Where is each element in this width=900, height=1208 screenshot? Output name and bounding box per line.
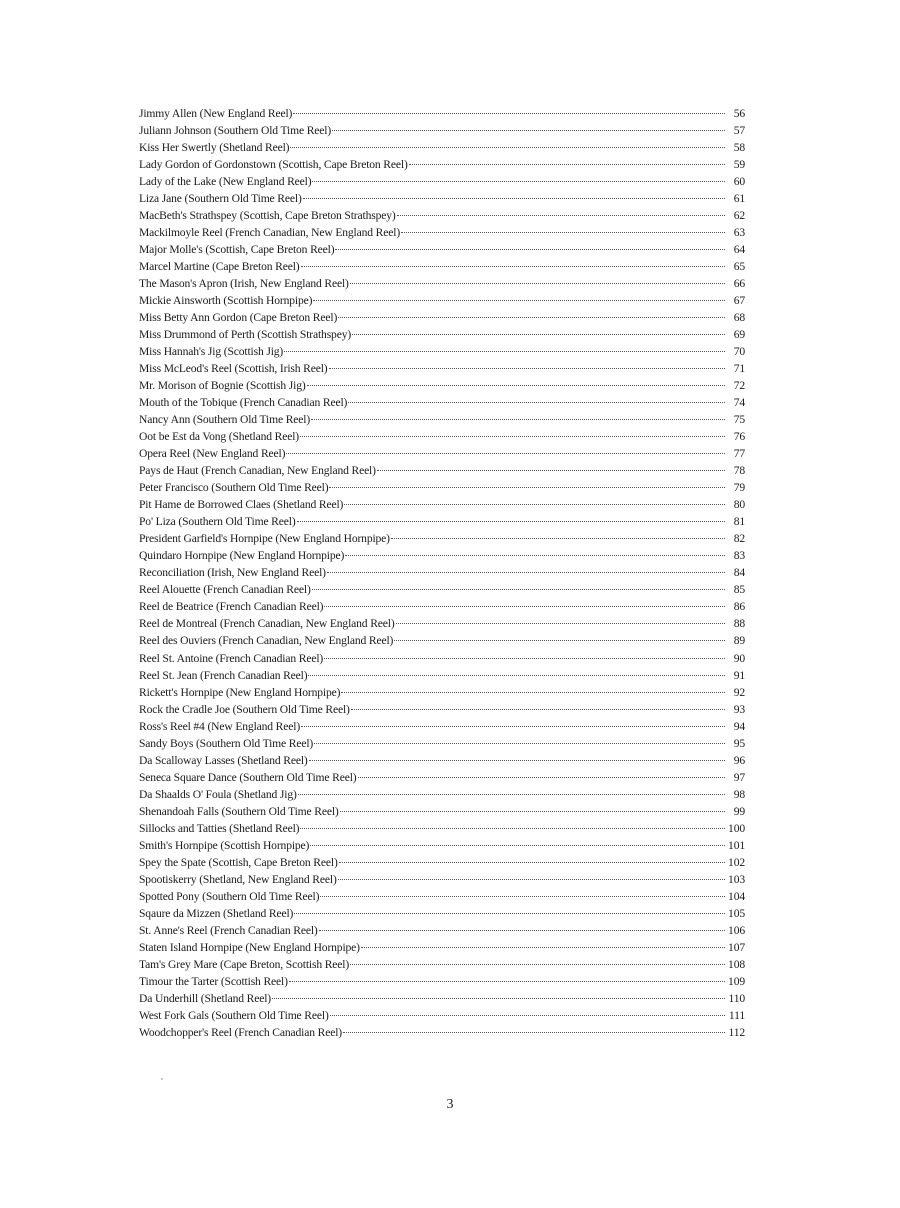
toc-entry-page: 111 — [728, 1008, 745, 1022]
toc-entry-page: 80 — [733, 498, 745, 512]
toc-entry-page: 108 — [728, 957, 745, 971]
toc-entry-title: Reel St. Jean (French Canadian Reel) — [139, 668, 308, 682]
toc-entry-title: Da Underhill (Shetland Reel) — [139, 991, 271, 1005]
dot-leader — [391, 538, 725, 539]
toc-entry-title: Juliann Johnson (Southern Old Time Reel) — [139, 124, 332, 138]
toc-entry-page: 94 — [733, 719, 745, 733]
dot-leader — [298, 794, 725, 795]
dot-leader — [377, 470, 725, 471]
dot-leader — [309, 760, 725, 761]
dot-leader — [301, 726, 725, 727]
toc-entry-page: 67 — [733, 294, 745, 308]
toc-entry — [139, 854, 745, 871]
dot-leader — [350, 283, 725, 284]
toc-entry-title: Opera Reel (New England Reel) — [139, 447, 286, 461]
toc-entry-page: 58 — [733, 141, 745, 155]
dot-leader — [324, 606, 725, 607]
toc-entry-page: 64 — [733, 243, 745, 257]
dot-leader — [311, 419, 725, 420]
toc-entry — [139, 530, 745, 547]
toc-entry-page: 81 — [733, 515, 745, 529]
toc-entry — [139, 581, 745, 598]
toc-entry — [139, 598, 745, 615]
toc-entry-title: Miss McLeod's Reel (Scottish, Irish Reel) — [139, 362, 328, 376]
toc-entry-title: Shenandoah Falls (Southern Old Time Reel) — [139, 804, 339, 818]
toc-entry — [139, 837, 745, 854]
toc-entry-title: Jimmy Allen (New England Reel) — [139, 107, 293, 120]
toc-entry — [139, 377, 745, 394]
toc-entry-page: 59 — [733, 158, 745, 172]
toc-entry-page: 75 — [733, 413, 745, 427]
toc-entry-page: 106 — [728, 923, 745, 937]
toc-entry — [139, 769, 745, 786]
toc-entry-title: St. Anne's Reel (French Canadian Reel) — [139, 923, 318, 937]
toc-entry — [139, 888, 745, 905]
toc-entry — [139, 326, 745, 343]
toc-entry-page: 107 — [728, 940, 745, 954]
toc-entry-page: 103 — [728, 872, 745, 886]
toc-entry-page: 56 — [733, 107, 745, 120]
toc-entry-title: Po' Liza (Southern Old Time Reel) — [139, 515, 296, 529]
toc-entry — [139, 564, 745, 581]
dot-leader — [320, 896, 725, 897]
toc-entry — [139, 701, 745, 718]
toc-entry-page: 82 — [733, 532, 745, 546]
dot-leader — [312, 181, 725, 182]
toc-entry — [139, 292, 745, 309]
toc-entry-page: 66 — [733, 277, 745, 291]
toc-entry-page: 74 — [733, 396, 745, 410]
toc-entry-title: Nancy Ann (Southern Old Time Reel) — [139, 413, 311, 427]
dot-leader — [290, 147, 725, 148]
toc-entry — [139, 411, 745, 428]
dot-leader — [350, 964, 725, 965]
toc-entry — [139, 139, 745, 156]
toc-entry-title: Timour the Tarter (Scottish Reel) — [139, 974, 288, 988]
toc-entry-page: 99 — [733, 804, 745, 818]
toc-entry — [139, 684, 745, 701]
toc-entry-page: 97 — [733, 770, 745, 784]
toc-entry — [139, 190, 745, 207]
toc-entry-page: 102 — [728, 855, 745, 869]
toc-entry-page: 62 — [733, 209, 745, 223]
dot-leader — [308, 675, 725, 676]
dot-leader — [272, 998, 725, 999]
dot-leader — [312, 589, 725, 590]
dot-leader — [303, 198, 725, 199]
page-number: 3 — [446, 1097, 454, 1112]
toc-entry — [139, 513, 745, 530]
dot-leader — [330, 1015, 725, 1016]
toc-entry-title: Pit Hame de Borrowed Claes (Shetland Reel) — [139, 498, 344, 512]
toc-entry-title: Tam's Grey Mare (Cape Breton, Scottish Reel) — [139, 957, 350, 971]
toc-entry-page: 92 — [733, 685, 745, 699]
dot-leader — [348, 402, 725, 403]
toc-entry — [139, 939, 745, 956]
toc-entry-title: Quindaro Hornpipe (New England Hornpipe) — [139, 549, 345, 563]
toc-entry-title: Sillocks and Tatties (Shetland Reel) — [139, 821, 300, 835]
dot-leader — [394, 640, 725, 641]
toc-entry-title: Staten Island Hornpipe (New England Hornpipe) — [139, 940, 360, 954]
toc-entry — [139, 667, 745, 684]
toc-entry-page: 86 — [733, 600, 745, 614]
toc-entry-page: 76 — [733, 430, 745, 444]
toc-entry — [139, 462, 745, 479]
toc-entry — [139, 956, 745, 973]
toc-entry — [139, 718, 745, 735]
toc-entry — [139, 343, 745, 360]
toc-entry-page: 71 — [733, 362, 745, 376]
toc-entry-title: Spey the Spate (Scottish, Cape Breton Reel) — [139, 855, 338, 869]
toc-entry-page: 69 — [733, 328, 745, 342]
dot-leader — [401, 232, 725, 233]
toc-entry-title: The Mason's Apron (Irish, New England Reel) — [139, 277, 349, 291]
dot-leader — [286, 453, 725, 454]
toc-entry-title: Marcel Martine (Cape Breton Reel) — [139, 260, 300, 274]
toc-entry — [139, 258, 745, 275]
dot-leader — [397, 215, 725, 216]
toc-entry-page: 63 — [733, 226, 745, 240]
dot-leader — [294, 913, 725, 914]
scan-speck — [161, 1078, 163, 1080]
dot-leader — [300, 828, 725, 829]
dot-leader — [338, 317, 725, 318]
dot-leader — [361, 947, 725, 948]
dot-leader — [344, 504, 725, 505]
toc-entry — [139, 547, 745, 564]
toc-entry-title: Lady of the Lake (New England Reel) — [139, 175, 312, 189]
toc-entry-title: Da Shaalds O' Foula (Shetland Jig) — [139, 787, 297, 801]
table-of-contents — [139, 105, 745, 1041]
toc-entry-title: Miss Drummond of Perth (Scottish Strathspey) — [139, 328, 352, 342]
toc-entry-title: Kiss Her Swertly (Shetland Reel) — [139, 141, 290, 155]
toc-entry-title: Spotted Pony (Southern Old Time Reel) — [139, 889, 320, 903]
toc-entry-title: Miss Hannah's Jig (Scottish Jig) — [139, 345, 284, 359]
toc-entry — [139, 275, 745, 292]
toc-entry — [139, 207, 745, 224]
dot-leader — [352, 334, 725, 335]
dot-leader — [338, 879, 725, 880]
toc-entry-page: 83 — [733, 549, 745, 563]
toc-entry-title: Rickett's Hornpipe (New England Hornpipe) — [139, 685, 341, 699]
toc-entry — [139, 650, 745, 667]
dot-leader — [329, 487, 725, 488]
dot-leader — [351, 709, 725, 710]
dot-leader — [324, 658, 725, 659]
toc-entry — [139, 173, 745, 190]
toc-entry-title: Mr. Morison of Bognie (Scottish Jig) — [139, 379, 306, 393]
toc-entry — [139, 803, 745, 820]
toc-entry-title: Miss Betty Ann Gordon (Cape Breton Reel) — [139, 311, 338, 325]
dot-leader — [307, 385, 725, 386]
toc-entry-title: Major Molle's (Scottish, Cape Breton Reel) — [139, 243, 335, 257]
toc-entry-title: Reel St. Antoine (French Canadian Reel) — [139, 651, 324, 665]
toc-entry-title: Reel Alouette (French Canadian Reel) — [139, 583, 311, 597]
toc-entry-page: 65 — [733, 260, 745, 274]
dot-leader — [332, 130, 725, 131]
dot-leader — [313, 300, 725, 301]
toc-entry-page: 112 — [728, 1025, 745, 1039]
toc-entry-page: 93 — [733, 702, 745, 716]
toc-entry — [139, 735, 745, 752]
toc-entry — [139, 1007, 745, 1024]
toc-entry — [139, 122, 745, 139]
toc-entry — [139, 752, 745, 769]
toc-entry-title: Oot be Est da Vong (Shetland Reel) — [139, 430, 299, 444]
dot-leader — [335, 249, 725, 250]
toc-entry-page: 89 — [733, 634, 745, 648]
toc-entry-page: 98 — [733, 787, 745, 801]
toc-entry — [139, 224, 745, 241]
toc-entry-title: President Garfield's Hornpipe (New England Hornpipe) — [139, 532, 390, 546]
toc-entry — [139, 479, 745, 496]
dot-leader — [289, 981, 725, 982]
dot-leader — [339, 862, 725, 863]
dot-leader — [341, 692, 725, 693]
dot-leader — [314, 743, 725, 744]
toc-entry-page: 91 — [733, 668, 745, 682]
toc-entry — [139, 905, 745, 922]
toc-entry-title: Reconciliation (Irish, New England Reel) — [139, 566, 326, 580]
toc-entry — [139, 1024, 745, 1041]
toc-entry — [139, 156, 745, 173]
toc-entry — [139, 445, 745, 462]
toc-entry-title: Mickie Ainsworth (Scottish Hornpipe) — [139, 294, 313, 308]
toc-entry-title: Liza Jane (Southern Old Time Reel) — [139, 192, 302, 206]
toc-entry-page: 96 — [733, 753, 745, 767]
toc-entry-page: 110 — [728, 991, 745, 1005]
toc-entry — [139, 820, 745, 837]
toc-entry-title: Rock the Cradle Joe (Southern Old Time Reel) — [139, 702, 350, 716]
toc-entry-title: Spootiskerry (Shetland, New England Reel) — [139, 872, 337, 886]
dot-leader — [343, 1032, 725, 1033]
toc-entry — [139, 360, 745, 377]
toc-entry-page: 84 — [733, 566, 745, 580]
toc-entry-title: Peter Francisco (Southern Old Time Reel) — [139, 481, 329, 495]
toc-entry-page: 57 — [733, 124, 745, 138]
toc-entry-title: Reel des Ouviers (French Canadian, New England Reel) — [139, 634, 394, 648]
toc-entry-title: Pays de Haut (French Canadian, New England Reel) — [139, 464, 376, 478]
toc-entry-title: Sandy Boys (Southern Old Time Reel) — [139, 736, 314, 750]
toc-entry-title: Smith's Hornpipe (Scottish Hornpipe) — [139, 838, 310, 852]
dot-leader — [293, 113, 725, 114]
toc-entry — [139, 496, 745, 513]
toc-entry-title: Woodchopper's Reel (French Canadian Reel) — [139, 1025, 342, 1039]
toc-entry — [139, 615, 745, 632]
toc-entry-page: 95 — [733, 736, 745, 750]
toc-entry-page: 101 — [728, 838, 745, 852]
dot-leader — [301, 266, 725, 267]
toc-entry — [139, 922, 745, 939]
toc-entry-title: Seneca Square Dance (Southern Old Time Reel) — [139, 770, 357, 784]
toc-entry — [139, 428, 745, 445]
toc-entry-page: 77 — [733, 447, 745, 461]
toc-entry-page: 100 — [728, 821, 745, 835]
toc-entry — [139, 973, 745, 990]
dot-leader — [327, 572, 725, 573]
toc-entry-page: 72 — [733, 379, 745, 393]
toc-entry-title: Mackilmoyle Reel (French Canadian, New England Reel) — [139, 226, 401, 240]
toc-entry — [139, 309, 745, 326]
toc-entry-title: Da Scalloway Lasses (Shetland Reel) — [139, 753, 308, 767]
toc-entry-page: 90 — [733, 651, 745, 665]
toc-entry-page: 85 — [733, 583, 745, 597]
toc-entry-title: Reel de Beatrice (French Canadian Reel) — [139, 600, 324, 614]
dot-leader — [409, 164, 725, 165]
toc-entry — [139, 786, 745, 803]
toc-entry-page: 109 — [728, 974, 745, 988]
dot-leader — [340, 811, 725, 812]
dot-leader — [310, 845, 725, 846]
dot-leader — [284, 351, 725, 352]
toc-entry-page: 88 — [733, 617, 745, 631]
toc-entry-page: 105 — [728, 906, 745, 920]
toc-entry-page: 79 — [733, 481, 745, 495]
dot-leader — [396, 623, 725, 624]
toc-entry-title: Reel de Montreal (French Canadian, New England Reel) — [139, 617, 395, 631]
toc-entry-title: MacBeth's Strathspey (Scottish, Cape Breton Strathspey) — [139, 209, 396, 223]
toc-entry — [139, 241, 745, 258]
dot-leader — [300, 436, 725, 437]
toc-entry-page: 104 — [728, 889, 745, 903]
toc-entry-page: 60 — [733, 175, 745, 189]
toc-entry — [139, 990, 745, 1007]
toc-entry — [139, 105, 745, 122]
toc-entry-title: West Fork Gals (Southern Old Time Reel) — [139, 1008, 329, 1022]
toc-entry-page: 68 — [733, 311, 745, 325]
toc-entry-title: Mouth of the Tobique (French Canadian Reel) — [139, 396, 348, 410]
toc-entry-title: Sqaure da Mizzen (Shetland Reel) — [139, 906, 294, 920]
toc-entry — [139, 871, 745, 888]
dot-leader — [345, 555, 725, 556]
dot-leader — [297, 521, 725, 522]
dot-leader — [358, 777, 726, 778]
dot-leader — [329, 368, 726, 369]
dot-leader — [319, 930, 725, 931]
toc-entry-page: 78 — [733, 464, 745, 478]
toc-entry-title: Ross's Reel #4 (New England Reel) — [139, 719, 301, 733]
toc-entry — [139, 394, 745, 411]
toc-entry — [139, 632, 745, 649]
toc-entry-page: 61 — [733, 192, 745, 206]
toc-entry-page: 70 — [733, 345, 745, 359]
toc-entry-title: Lady Gordon of Gordonstown (Scottish, Cape Breton Reel) — [139, 158, 408, 172]
